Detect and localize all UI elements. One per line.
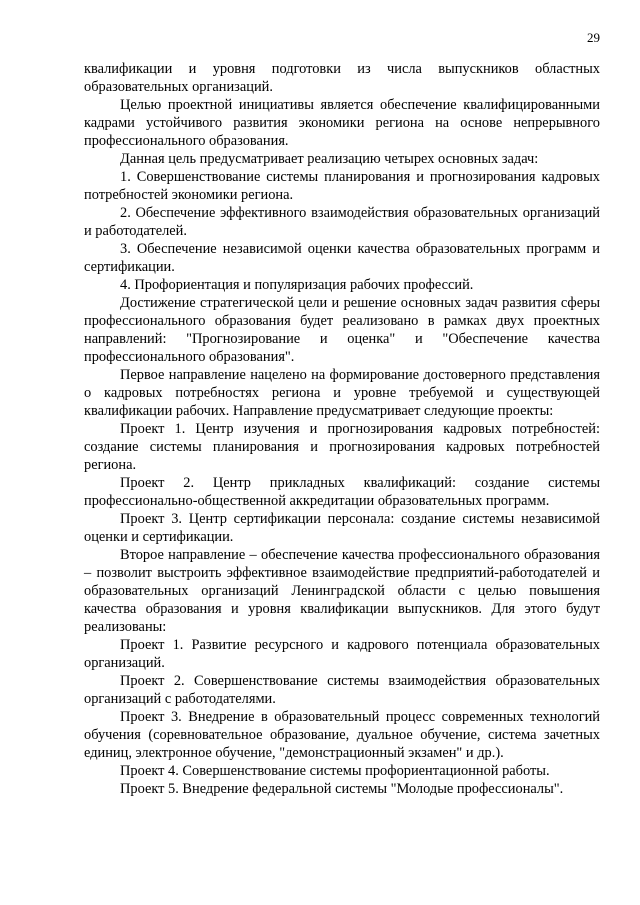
list-item-project-1-second: Проект 1. Развитие ресурсного и кадрового потенциала образовательных организаций. [84, 637, 600, 671]
list-item-project-4-second: Проект 4. Совершенствование системы профориентационной работы. [120, 763, 550, 779]
list-item-project-3-first: Проект 3. Центр сертификации персонала: создание системы независимой оценки и сертификации. [84, 511, 600, 545]
page-number: 29 [587, 30, 600, 45]
list-item-task-1: 1. Совершенствование системы планирования и прогнозирования кадровых потребностей экономики региона. [84, 169, 600, 203]
document-body [84, 60, 600, 798]
list-item-project-1-first: Проект 1. Центр изучения и прогнозирования кадровых потребностей: создание системы планирования и прогнозирования кадровых потребностей региона. [84, 421, 600, 473]
paragraph-tasks-intro: Данная цель предусматривает реализацию четырех основных задач: [120, 151, 539, 167]
list-item-project-3-second: Проект 3. Внедрение в образовательный процесс современных технологий обучения (соревновательное образование, дуальное обучение, система зачетных единиц, электронное обучение, "демонстрационный экзамен" и др.). [84, 709, 600, 761]
paragraph-continuation: квалификации и уровня подготовки из числа выпускников областных образовательных организаций. [84, 61, 600, 95]
paragraph-second-direction: Второе направление – обеспечение качества профессионального образования – позволит выстроить эффективное взаимодействие предприятий-работодателей и образовательных организаций Ленинградской области с целью повышения качества образования и уровня квалификации выпускников. Для этого будут реализованы: [84, 547, 600, 635]
list-item-task-3: 3. Обеспечение независимой оценки качества образовательных программ и сертификации. [84, 241, 600, 275]
paragraph-goal: Целью проектной инициативы является обеспечение квалифицированными кадрами устойчивого развития экономики региона на основе непрерывного профессионального образования. [84, 97, 600, 149]
paragraph-directions: Достижение стратегической цели и решение основных задач развития сферы профессионального образования будет реализовано в рамках двух проектных направлений: "Прогнозирование и оценка" и "Обеспечение качества профессионального образования". [84, 295, 600, 365]
list-item-task-4: 4. Профориентация и популяризация рабочих профессий. [120, 277, 474, 293]
list-item-task-2: 2. Обеспечение эффективного взаимодействия образовательных организаций и работодателей. [84, 205, 600, 239]
paragraph-first-direction: Первое направление нацелено на формирование достоверного представления о кадровых потребностях региона и уровне требуемой и существующей квалификации рабочих. Направление предусматривает следующие проекты: [84, 367, 600, 419]
list-item-project-2-first: Проект 2. Центр прикладных квалификаций: создание системы профессионально-общественной аккредитации образовательных программ. [84, 475, 600, 509]
list-item-project-5-second: Проект 5. Внедрение федеральной системы "Молодые профессионалы". [120, 781, 564, 797]
list-item-project-2-second: Проект 2. Совершенствование системы взаимодействия образовательных организаций с работодателями. [84, 673, 600, 707]
